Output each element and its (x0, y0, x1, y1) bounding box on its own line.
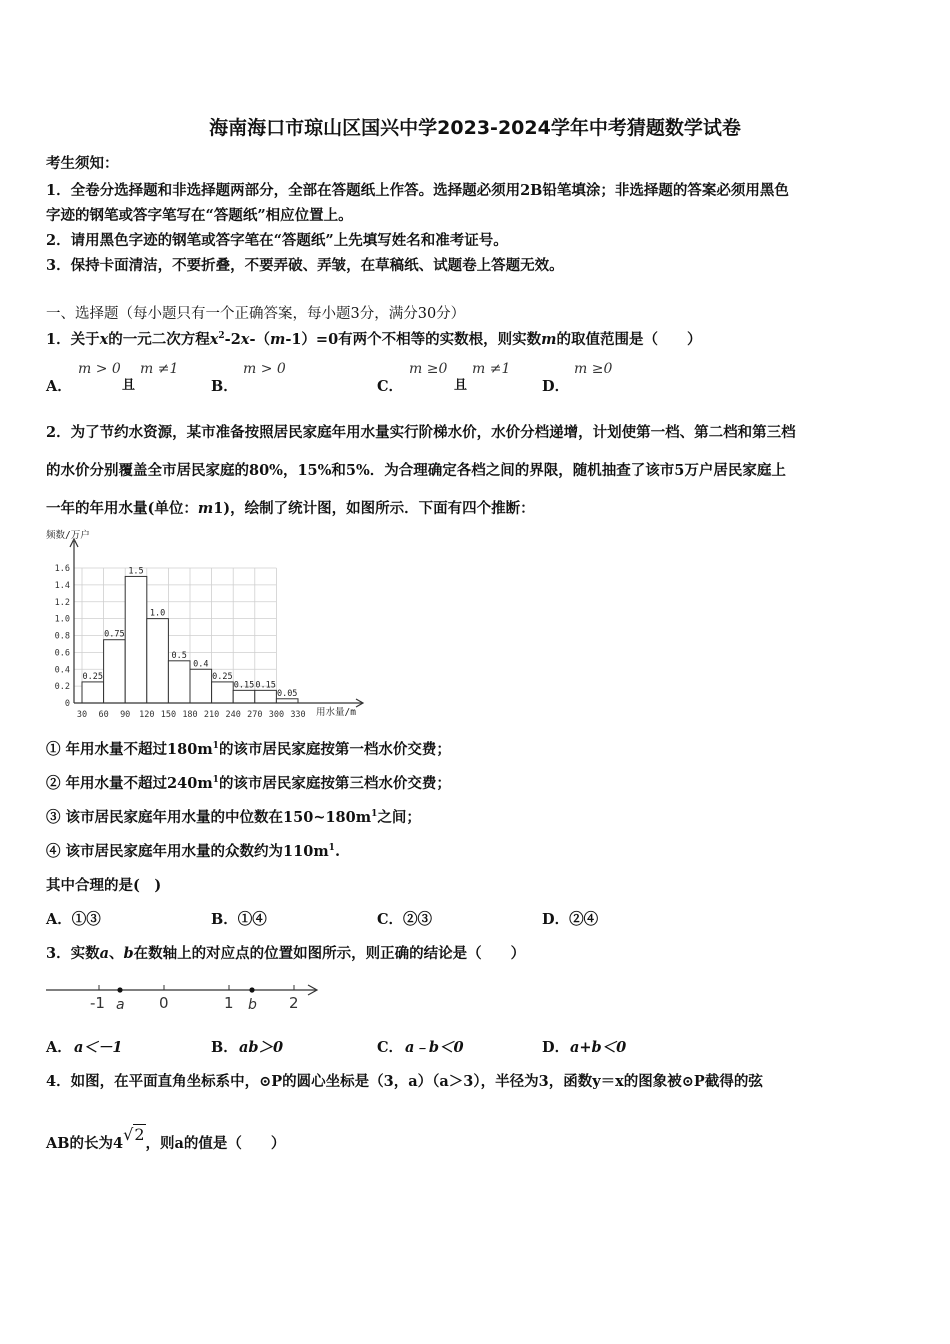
water-usage-histogram (44, 527, 374, 727)
tick-label-0: 0 (159, 994, 169, 1012)
y-tick-label: 0.2 (54, 682, 70, 693)
histogram-bar (147, 619, 169, 703)
x-tick-label: 300 (268, 710, 285, 720)
y-tick-label: 1.2 (54, 597, 70, 608)
bar-value-label: 0.4 (193, 659, 209, 670)
bar-value-label: 0.25 (212, 671, 233, 682)
tick-label-2: 2 (289, 994, 299, 1012)
question-2-ask: 其中合理的是( ) (46, 877, 162, 894)
notice-line-3: 2．请用黑色字迹的钢笔或答字笔在“答题纸”上先填写姓名和准考证号。 (46, 232, 508, 249)
point-label-a: a (116, 997, 125, 1013)
statement-3: ③ 该市居民家庭年用水量的中位数在$150\sim 180m^1$之间； (46, 809, 421, 826)
question-2-line-2: 的水价分别覆盖全市居民家庭的80%，15%和5%．为合理确定各档之间的界限，随机抽查了该市5万户居民家庭上 (46, 462, 786, 479)
q2-option-a[interactable]: A．①③ (46, 911, 101, 928)
question-1: 1．关于x的一元二次方程$x^2-2x-(m-1)=0$有两个不相等的实数根，则实数m的取值范围是（ ） (46, 331, 702, 348)
x-tick-label: 240 (225, 710, 241, 720)
x-tick-label: 120 (139, 710, 155, 720)
histogram-bar (168, 661, 190, 703)
sqrt-expression: √2 (123, 1125, 145, 1144)
y-tick-label: 0 (64, 699, 70, 709)
point-label-b: b (248, 997, 257, 1013)
x-tick-label: 210 (203, 710, 220, 720)
question-4-line-1: 4．如图，在平面直角坐标系中，⊙P的圆心坐标是（3，a）（a＞3），半径为3，函数y＝x的图象被⊙P截得的弦 (46, 1073, 763, 1090)
bar-value-label: 0.75 (104, 629, 125, 640)
histogram-bar (233, 690, 255, 703)
tick-label-1: 1 (224, 994, 234, 1012)
x-tick-label: 150 (160, 710, 177, 720)
y-tick-label: 1.4 (54, 580, 70, 591)
x-tick-label: 330 (290, 710, 306, 720)
y-tick-label: 0.4 (54, 665, 70, 676)
statement-2: ② 年用水量不超过$240m^1$的该市居民家庭按第三档水价交费； (46, 775, 451, 792)
bar-value-label: 1.0 (149, 608, 166, 619)
section-heading: 一、选择题（每小题只有一个正确答案，每小题3分，满分30分） (46, 306, 466, 322)
notice-line-2: 字迹的钢笔或答字笔写在“答题纸”相应位置上。 (46, 207, 353, 224)
y-tick-label: 1.0 (54, 614, 70, 625)
y-axis-label: 频数/万户 (46, 530, 90, 541)
x-tick-label: 90 (120, 710, 131, 720)
bar-value-label: 0.15 (255, 680, 276, 691)
histogram-bar (125, 576, 147, 703)
question-4-line-2: AB的长为4√2，则a的值是（ ） (46, 1125, 286, 1152)
y-tick-label: 0.6 (54, 648, 70, 659)
statement-4: ④ 该市居民家庭年用水量的众数约为$110m^1$. (46, 843, 340, 860)
bar-value-label: 0.25 (82, 671, 104, 682)
number-line (44, 982, 334, 1016)
statement-1: ① 年用水量不超过$180m^1$的该市居民家庭按第一档水价交费； (46, 741, 451, 758)
x-axis-label: 用水量/m (316, 707, 356, 718)
bar-value-label: 0.5 (171, 650, 187, 661)
point-a (117, 987, 122, 992)
x-tick-label: 60 (98, 710, 109, 720)
question-2-line-1: 2．为了节约水资源，某市准备按照居民家庭年用水量实行阶梯水价，水价分档递增，计划使第一档、第二档和第三档 (46, 424, 796, 441)
question-3: 3．实数a、b在数轴上的对应点的位置如图所示，则正确的结论是（ ） (46, 945, 526, 962)
tick-label-minus-1: -1 (90, 994, 105, 1012)
point-b (249, 987, 254, 992)
notice-line-1: 1．全卷分选择题和非选择题两部分，全部在答题纸上作答。选择题必须用2B铅笔填涂；非选择题的答案必须用黑色 (46, 182, 789, 199)
bar-value-label: 0.05 (276, 688, 298, 699)
histogram-bar (276, 699, 298, 703)
notice-line-4: 3．保持卡面清洁，不要折叠，不要弄破、弄皱，在草稿纸、试题卷上答题无效。 (46, 257, 564, 274)
bar-value-label: 0.15 (233, 680, 255, 691)
x-tick-label: 30 (76, 710, 88, 720)
histogram-bar (104, 640, 126, 703)
histogram-bar (212, 682, 234, 703)
notice-heading: 考生须知： (46, 155, 119, 172)
question-2-line-3: 一年的年用水量(单位：m1)，绘制了统计图，如图所示．下面有四个推断： (46, 500, 535, 517)
histogram-bar (190, 669, 212, 703)
bar-value-label: 1.5 (128, 566, 144, 577)
y-tick-label: 1.6 (54, 564, 70, 574)
q2-option-d[interactable]: D．②④ (542, 911, 599, 928)
histogram-bar (82, 682, 104, 703)
x-tick-label: 180 (182, 710, 198, 720)
q2-option-b[interactable]: B．①④ (211, 911, 267, 928)
page-title: 海南海口市琼山区国兴中学2023-2024学年中考猜题数学试卷 (209, 117, 741, 139)
histogram-bar (255, 690, 277, 703)
y-tick-label: 0.8 (54, 631, 70, 642)
q2-option-c[interactable]: C．②③ (377, 911, 433, 928)
x-tick-label: 270 (247, 710, 263, 720)
exam-page: 海南海口市琼山区国兴中学2023-2024学年中考猜题数学试卷 考生须知： 1．全卷分选择题和非选择题两部分，全部在答题纸上作答。选择题必须用2B铅笔填涂；非选择题的答案必须用黑色 字迹的钢笔或答字笔写在“答题纸”相应位置上。 2．请用黑色字迹的钢笔或答字笔在“答题纸”上先填写姓名和准考证号。 3．保持卡面清洁，不要折叠，不要弄破、弄皱，在草稿纸、试题卷上答题无效。 一、选择题（每小题只有一个正确答案，每小题3分，满分30分） 1．关于x的一元二次方程$x^2-2x-(m-1)=0$有两个不相等的实数根，则实数m的取值范围是（ ） A． m > 0 且 m ≠1 B． m > 0 C． m ≥0 且 m ≠1 D． m ≥0 2．为了节约水资源，某市准备按照居民家庭年用水量实行阶梯水价，水价分档递增，计划使第一档、第二档和第三档 的水价分别覆盖全市居民家庭的80%，15%和5%．为合理确定各档之间的界限，随机抽查了该市5万户居民家庭上 一年的年用水量(单位：m1)，绘制了统计图，如图所示．下面有四个推断： 0 0.2 0.4 0.6 0.8 1.0 1.2 1.4 1.6 30 60 90 120 150 180 210 240 270 300 330 0.25 0.75 1.5 1.0 0.5 0.4 0.25 0.15 0.15 0.05 频数/万户 用水量/m ① 年用水量不超过$180m^1$的该市居民家庭按第一档水价交费； ② 年用水量不超过$240m^1$的该市居民家庭按第三档水价交费； ③ 该市居民家庭年用水量的中位数在$150\sim 180m^1$之间； ④ 该市居民家庭年用水量的众数约为$110m^1$. 其中合理的是( ) A．①③ B．①④ C．②③ D．②④ 3．实数a、b在数轴上的对应点的位置如图所示，则正确的结论是（ ） -1 a 0 1 b 2 A． a＜－1 B． ab＞0 C． a﹣b＜0 D． a+b＜0 4．如图，在平面直角坐标系中，⊙P的圆心坐标是（3，a）（a＞3），半径为3，函数y＝x的图象被⊙P截得的弦 AB的长为4√2，则a的值是（ ） (0, 0, 950, 1344)
